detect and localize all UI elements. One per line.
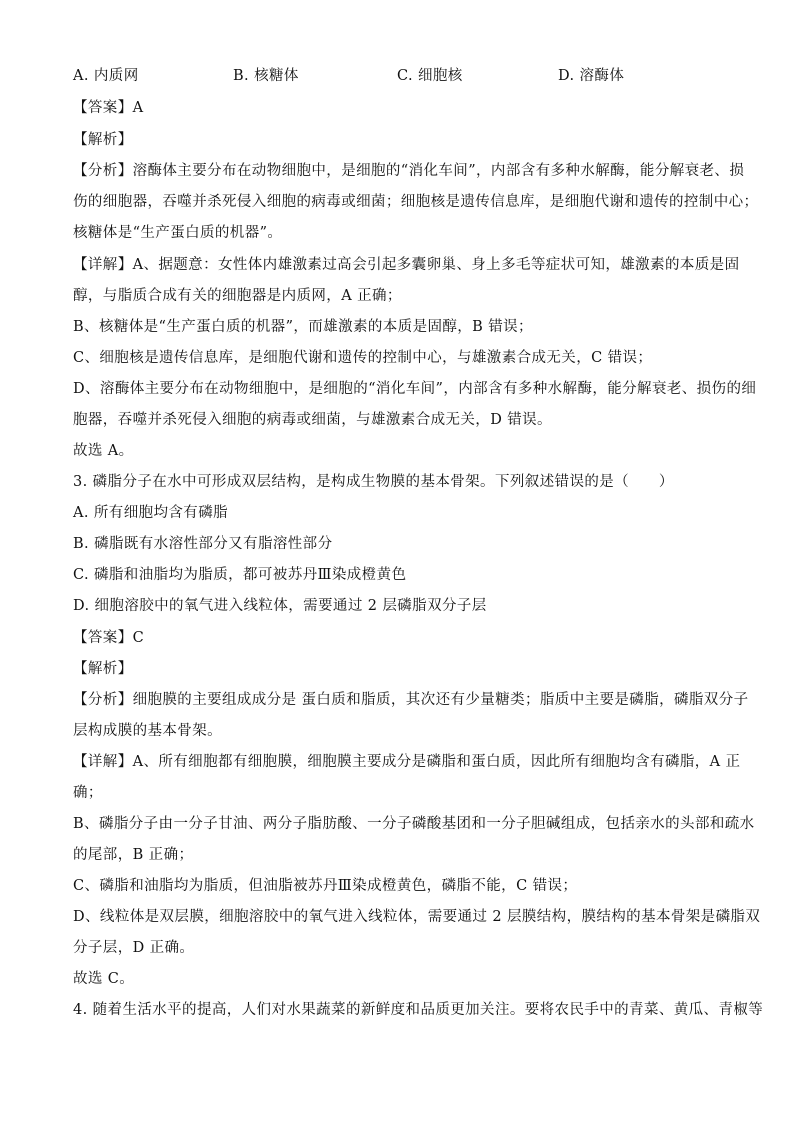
q3-fenxi-line: 【分析】细胞膜的主要组成成分是 蛋白质和脂质，其次还有少量糖类；脂质中主要是磷脂，磷脂双分子 [73, 692, 749, 708]
q2-xiangjie-line: C、细胞核是遗传信息库，是细胞代谢和遗传的控制中心，与雄激素合成无关，C 错误； [73, 350, 653, 366]
q2-analysis-heading: 【解析】 [73, 132, 133, 148]
q2-xiangjie-line: 【详解】A、据题意：女性体内雄激素过高会引起多囊卵巢、身上多毛等症状可知，雄激素的本质是固 [73, 257, 740, 273]
q3-option-d: D. 细胞溶胶中的氧气进入线粒体，需要通过 2 层磷脂双分子层 [73, 598, 487, 614]
q3-answer: 【答案】C [73, 630, 145, 646]
q3-xiangjie-line: B、磷脂分子由一分子甘油、两分子脂肪酸、一分子磷酸基团和一分子胆碱组成，包括亲水的头部和疏水 [73, 816, 755, 832]
q2-fenxi-line: 核糖体是“生产蛋白质的机器”。 [73, 225, 283, 241]
q3-option-b: B. 磷脂既有水溶性部分又有脂溶性部分 [73, 536, 333, 552]
q2-option-a: A. 内质网 [73, 68, 139, 84]
q2-option-b: B. 核糖体 [233, 68, 299, 84]
q2-xiangjie-line: 醇，与脂质合成有关的细胞器是内质网，A 正确； [73, 288, 402, 304]
q2-xiangjie-line: 胞器，吞噬并杀死侵入细胞的病毒或细菌，与雄激素合成无关，D 错误。 [73, 412, 552, 428]
q3-stem: 3. 磷脂分子在水中可形成双层结构，是构成生物膜的基本骨架。下列叙述错误的是（ ） [73, 474, 674, 490]
q2-option-d: D. 溶酶体 [558, 68, 625, 84]
q4-stem: 4. 随着生活水平的提高，人们对水果蔬菜的新鲜度和品质更加关注。要将农民手中的青菜、黄瓜、青椒等 [73, 1002, 764, 1018]
q3-option-a: A. 所有细胞均含有磷脂 [73, 505, 228, 521]
q2-options-row [73, 66, 723, 86]
q2-xiangjie-line: B、核糖体是“生产蛋白质的机器”，而雄激素的本质是固醇，B 错误； [73, 319, 533, 335]
q2-fenxi-line: 【分析】溶酶体主要分布在动物细胞中，是细胞的“消化车间”，内部含有多种水解酶，能分解衰老、损 [73, 163, 745, 179]
q3-xiangjie-line: C、磷脂和油脂均为脂质，但油脂被苏丹Ⅲ染成橙黄色，磷脂不能，C 错误； [73, 878, 578, 894]
q3-option-c: C. 磷脂和油脂均为脂质，都可被苏丹Ⅲ染成橙黄色 [73, 567, 407, 583]
q2-xiangjie-line: D、溶酶体主要分布在动物细胞中，是细胞的“消化车间”，内部含有多种水解酶，能分解衰老、损伤的细 [73, 381, 757, 397]
q3-analysis-heading: 【解析】 [73, 661, 133, 677]
q3-xiangjie-line: 的尾部，B 正确； [73, 847, 194, 863]
q2-conclusion: 故选 A。 [73, 443, 134, 459]
q3-xiangjie-line: D、线粒体是双层膜，细胞溶胶中的氧气进入线粒体，需要通过 2 层膜结构，膜结构的基本骨架是磷脂双 [73, 909, 761, 925]
q3-conclusion: 故选 C。 [73, 971, 135, 987]
q3-fenxi-line: 层构成膜的基本骨架。 [73, 723, 222, 739]
q2-answer: 【答案】A [73, 100, 144, 116]
q2-option-c: C. 细胞核 [397, 68, 463, 84]
q3-xiangjie-line: 【详解】A、所有细胞都有细胞膜，细胞膜主要成分是磷脂和蛋白质，因此所有细胞均含有磷脂，A 正 [73, 754, 741, 770]
q2-fenxi-line: 伤的细胞器，吞噬并杀死侵入细胞的病毒或细菌；细胞核是遗传信息库，是细胞代谢和遗传的控制中心； [73, 194, 759, 210]
q3-xiangjie-line: 确； [73, 785, 103, 801]
q3-xiangjie-line: 分子层，D 正确。 [73, 940, 195, 956]
